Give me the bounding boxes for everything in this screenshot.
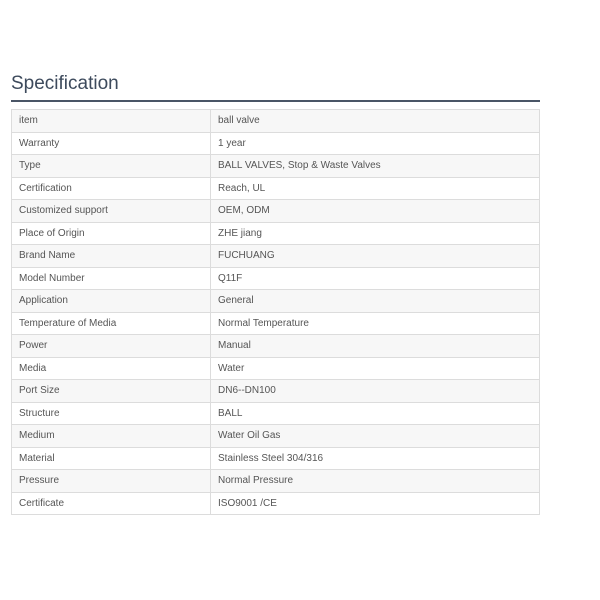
table-row	[12, 357, 540, 380]
table-row	[12, 290, 540, 313]
table-row	[12, 380, 540, 403]
table-row	[12, 222, 540, 245]
table-row	[12, 200, 540, 223]
spec-value-cell: BALL VALVES, Stop & Waste Valves	[211, 155, 540, 178]
table-row	[12, 335, 540, 358]
spec-label-cell: Media	[12, 357, 211, 380]
spec-label-cell: Material	[12, 447, 211, 470]
spec-label-cell: Certificate	[12, 492, 211, 515]
spec-label-cell: Port Size	[12, 380, 211, 403]
specification-table	[11, 109, 540, 515]
spec-value-cell: ball valve	[211, 110, 540, 133]
spec-value-cell: 1 year	[211, 132, 540, 155]
spec-label-cell: Application	[12, 290, 211, 313]
spec-label-cell: Brand Name	[12, 245, 211, 268]
spec-label-cell: Structure	[12, 402, 211, 425]
table-row	[12, 155, 540, 178]
spec-value-cell: ZHE jiang	[211, 222, 540, 245]
spec-value-cell: Water	[211, 357, 540, 380]
spec-value-cell: DN6--DN100	[211, 380, 540, 403]
spec-label-cell: Pressure	[12, 470, 211, 493]
table-row	[12, 312, 540, 335]
specification-table-body	[12, 110, 540, 515]
table-row	[12, 402, 540, 425]
spec-value-cell: Q11F	[211, 267, 540, 290]
spec-label-cell: Type	[12, 155, 211, 178]
spec-label-cell: Medium	[12, 425, 211, 448]
spec-label-cell: Customized support	[12, 200, 211, 223]
table-row	[12, 492, 540, 515]
spec-value-cell: BALL	[211, 402, 540, 425]
table-row	[12, 132, 540, 155]
table-row	[12, 267, 540, 290]
spec-label-cell: Place of Origin	[12, 222, 211, 245]
spec-value-cell: Reach, UL	[211, 177, 540, 200]
spec-label-cell: Power	[12, 335, 211, 358]
spec-value-cell: Normal Pressure	[211, 470, 540, 493]
table-row	[12, 447, 540, 470]
spec-value-cell: Normal Temperature	[211, 312, 540, 335]
section-title: Specification	[11, 73, 119, 94]
table-row	[12, 177, 540, 200]
spec-label-cell: item	[12, 110, 211, 133]
spec-value-cell: Manual	[211, 335, 540, 358]
spec-label-cell: Model Number	[12, 267, 211, 290]
spec-value-cell: ISO9001 /CE	[211, 492, 540, 515]
spec-label-cell: Temperature of Media	[12, 312, 211, 335]
spec-label-cell: Certification	[12, 177, 211, 200]
spec-value-cell: OEM, ODM	[211, 200, 540, 223]
table-row	[12, 470, 540, 493]
spec-value-cell: Water Oil Gas	[211, 425, 540, 448]
table-row	[12, 110, 540, 133]
spec-label-cell: Warranty	[12, 132, 211, 155]
table-row	[12, 425, 540, 448]
spec-value-cell: FUCHUANG	[211, 245, 540, 268]
table-row	[12, 245, 540, 268]
spec-value-cell: Stainless Steel 304/316	[211, 447, 540, 470]
heading-divider	[11, 100, 540, 102]
spec-value-cell: General	[211, 290, 540, 313]
